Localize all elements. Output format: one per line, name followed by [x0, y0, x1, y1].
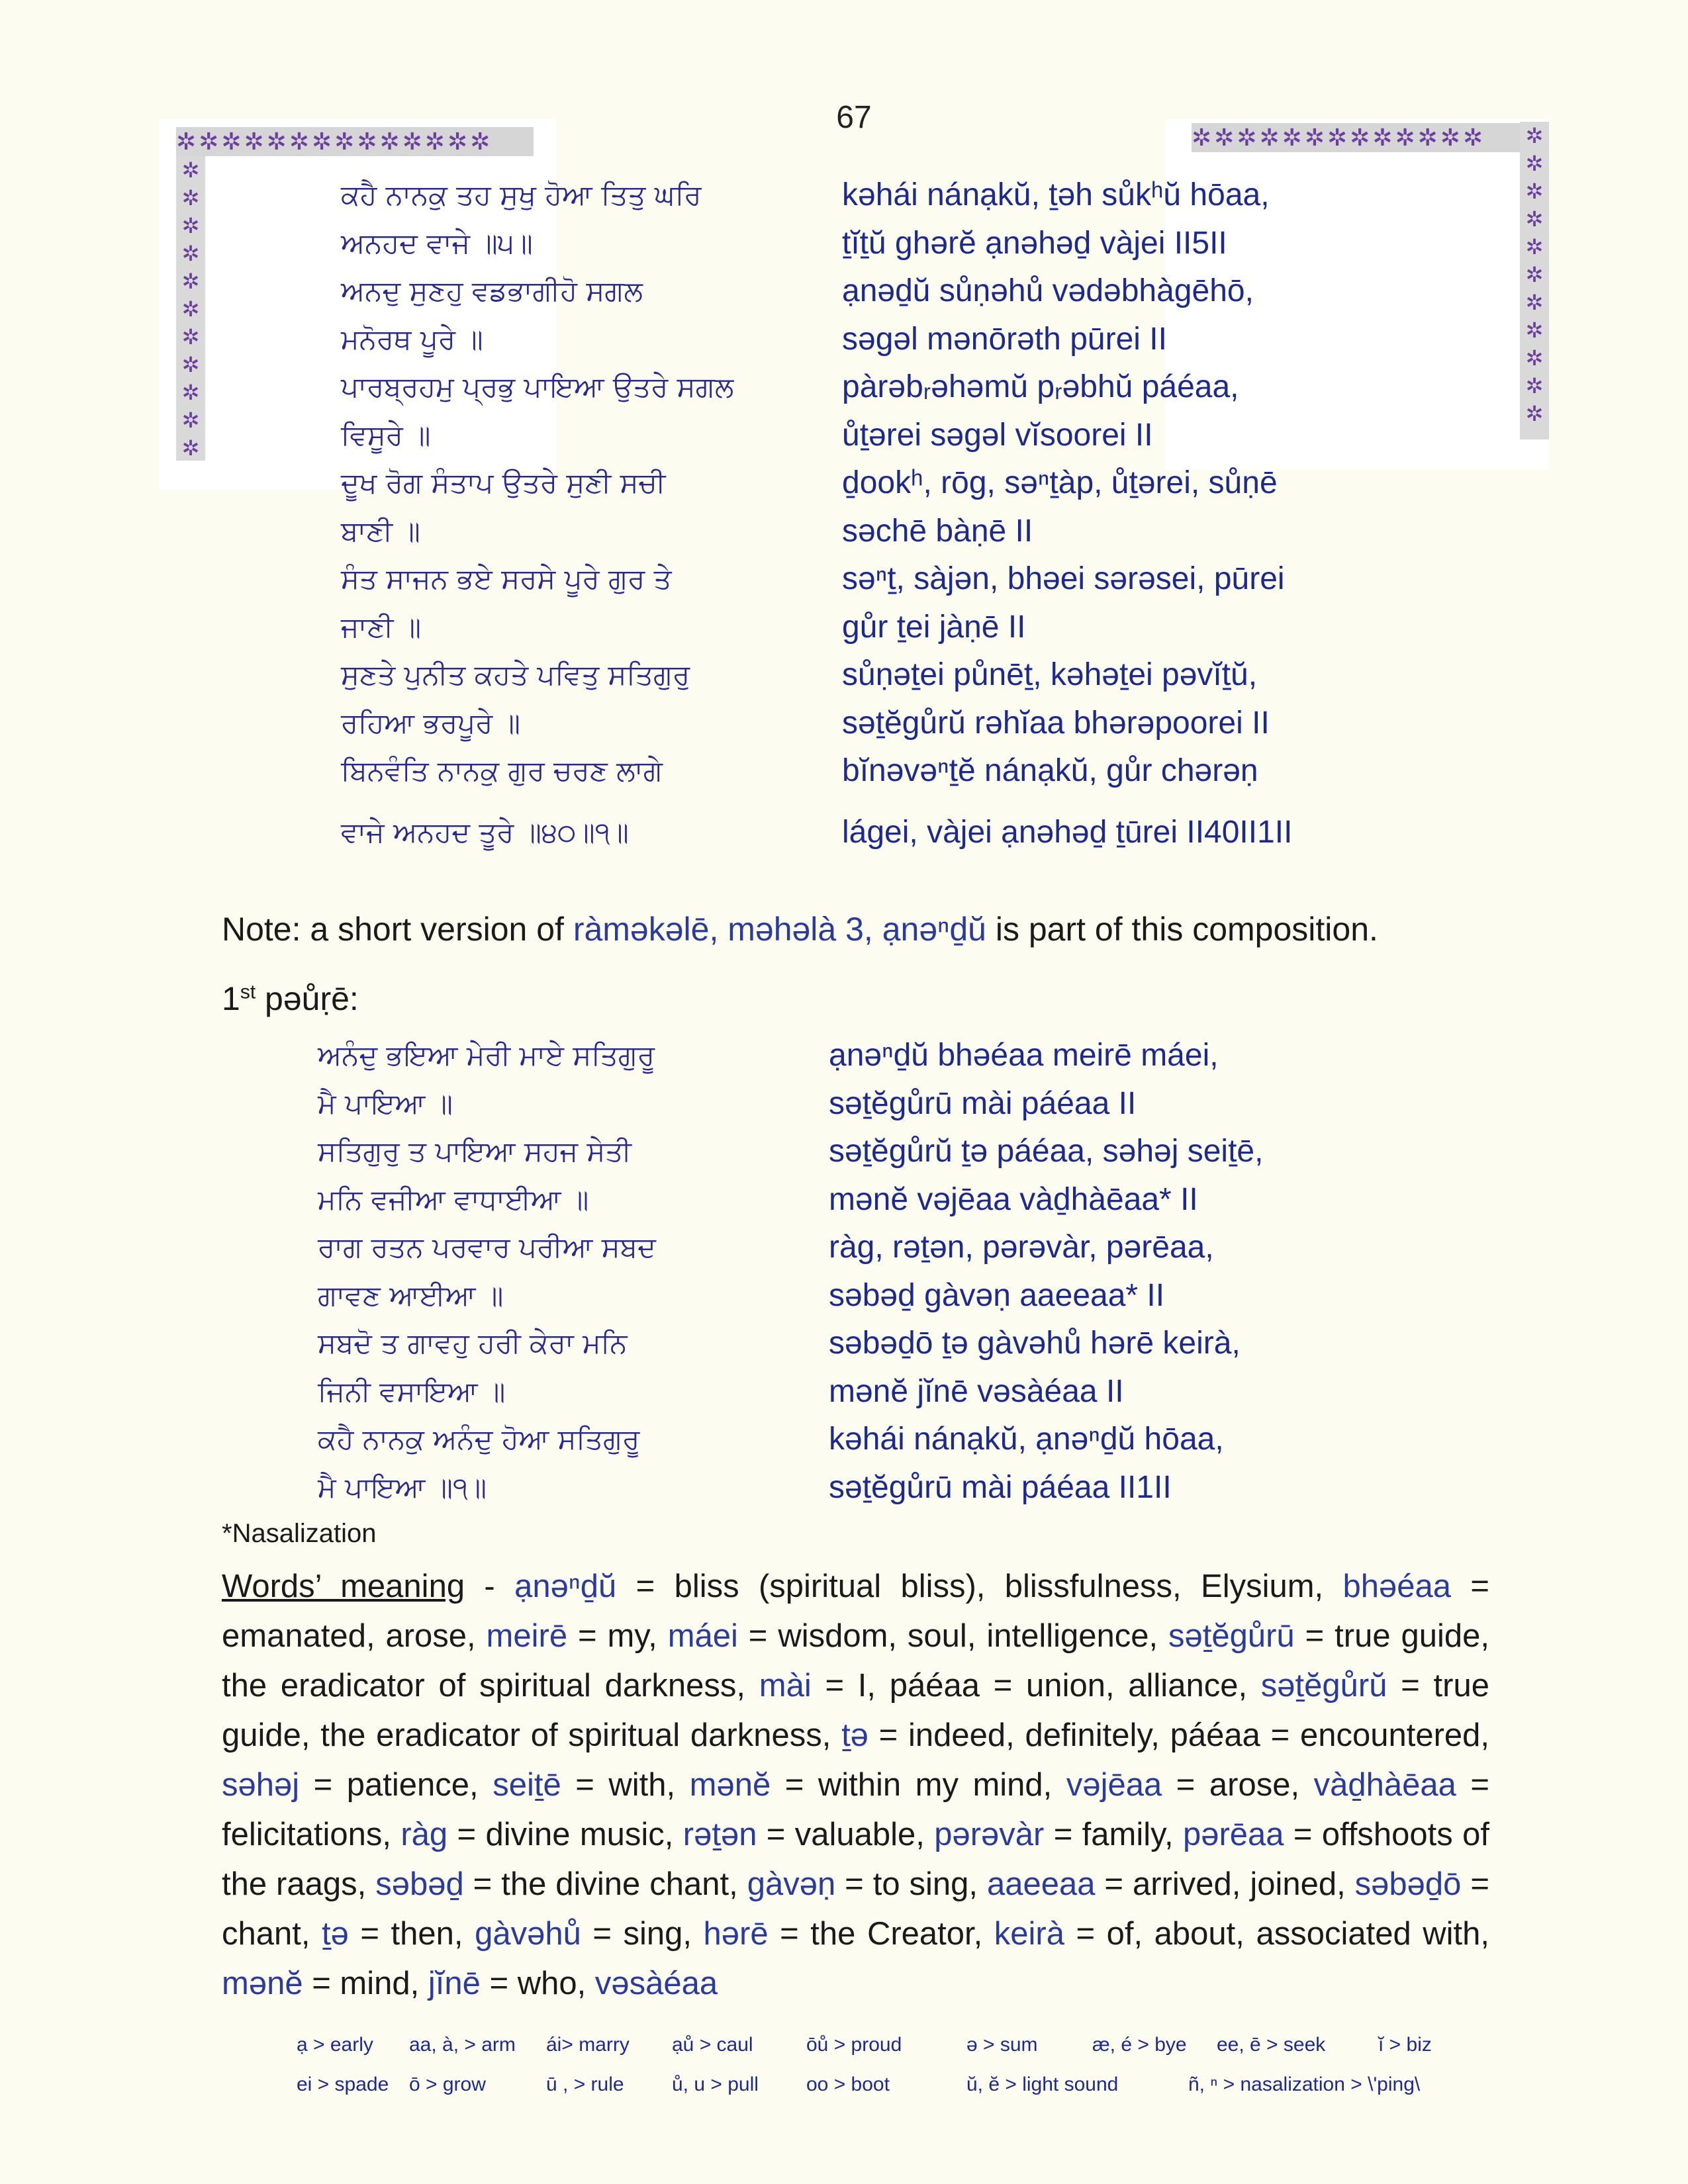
gurmukhi-line: ਮਨਿ ਵਜੀਆ ਵਾਧਾਈਆ ॥ — [318, 1183, 589, 1216]
term: keirà — [994, 1916, 1064, 1952]
star-row-top-right: ✲✲✲✲✲✲✲✲✲✲✲✲✲ — [1192, 123, 1523, 152]
transliteration-line: bĭnəvəⁿṯĕ nánạkŭ, gůr chərəṇ — [842, 753, 1258, 788]
transliteration-line: kəhái nánạkŭ, ṯəh sůkʰŭ hōaa, — [842, 177, 1270, 212]
legend-item: aa, à, > arm — [409, 2034, 516, 2056]
definition: = arose, — [1162, 1767, 1314, 1803]
legend-item: ei > spade — [297, 2073, 389, 2095]
definition: = the divine chant, — [463, 1866, 747, 1902]
legend-item: oo > boot — [806, 2073, 890, 2095]
transliteration-line: pàrəbᵣəhəmŭ pᵣəbhŭ páéaa, — [842, 369, 1239, 404]
definition: = indeed, definitely, páéaa = encountered, — [868, 1717, 1490, 1753]
transliteration-line: kəhái nánạkŭ, ạnəⁿḏŭ hōaa, — [829, 1422, 1224, 1457]
term: hərē — [703, 1916, 769, 1952]
term: ạnəⁿḏŭ — [514, 1569, 617, 1604]
star-icon: ✲ — [176, 295, 205, 323]
term: seiṯē — [492, 1767, 561, 1803]
gurmukhi-line: ਸੰਤ ਸਾਜਨ ਭਏ ਸਰਸੇ ਪੂਰੇ ਗੁਰ ਤੇ — [341, 563, 672, 595]
definition: = sing, — [581, 1916, 704, 1952]
gurmukhi-line: ਜਾਣੀ ॥ — [341, 610, 422, 643]
star-icon: ✲ — [1520, 261, 1549, 289]
transliteration-line: səbəḏō ṯə gàvəhů hərē keirà, — [829, 1326, 1241, 1361]
term: gàvəhů — [475, 1916, 581, 1952]
legend-item: ee, ē > seek — [1217, 2034, 1326, 2056]
gurmukhi-line: ਦੂਖ ਰੋਗ ਸੰਤਾਪ ਉਤਰੇ ਸੁਣੀ ਸਚੀ — [341, 467, 666, 499]
transliteration-line: səbəḏ gàvəṇ aaeeaa* II — [829, 1277, 1165, 1313]
definition: = with, — [561, 1767, 690, 1803]
pauri-heading — [222, 979, 359, 1018]
definition: = I, páéaa = union, alliance, — [811, 1668, 1261, 1704]
legend-item: ái> marry — [546, 2034, 630, 2056]
term: səbəḏō — [1354, 1866, 1462, 1902]
star-row-top-left: ✲✲✲✲✲✲✲✲✲✲✲✲✲✲ — [176, 127, 534, 156]
definition: = then, — [348, 1916, 475, 1952]
words-meaning-body — [222, 1569, 1489, 2001]
definition: = patience, — [299, 1767, 493, 1803]
transliteration-line: səṯĕgůrŭ rəhĭaa bhərəpoorei II — [842, 705, 1270, 741]
gurmukhi-line: ਸਤਿਗੁਰੁ ਤ ਪਾਇਆ ਸਹਜ ਸੇਤੀ — [318, 1135, 632, 1167]
transliteration-line: səgəl mənōrəth pūrei II — [842, 321, 1167, 357]
pauri-label: pəůṛē: — [256, 980, 359, 1017]
definition: = family, — [1044, 1817, 1183, 1852]
transliteration-line: səchē bàṇē II — [842, 513, 1033, 549]
term: gàvəṇ — [747, 1866, 836, 1902]
term: bhəéaa — [1342, 1569, 1452, 1604]
legend-item: ạů > caul — [672, 2034, 753, 2056]
term: mənĕ — [222, 1966, 303, 2001]
definition: = true guide, the eradicator of spiritual darkness, — [222, 1668, 1489, 1753]
definition: = the Creator, — [768, 1916, 994, 1952]
transliteration-line: ạnəⁿḏŭ bhəéaa meirē máei, — [829, 1038, 1219, 1073]
legend-item: ñ, ⁿ > nasalization > \'ping\ — [1188, 2073, 1421, 2095]
legend-item: æ, é > bye — [1092, 2034, 1187, 2056]
gurmukhi-line: ਸੁਣਤੇ ਪੁਨੀਤ ਕਹਤੇ ਪਵਿਤੁ ਸਤਿਗੁਰੁ — [341, 659, 690, 691]
gurmukhi-line: ਕਹੈ ਨਾਨਕੁ ਤਹ ਸੁਖੁ ਹੋਆ ਤਿਤੁ ਘਰਿ — [341, 179, 702, 211]
pauri-number: 1 — [222, 980, 240, 1017]
term: ṯə — [841, 1717, 868, 1753]
gurmukhi-line: ਵਾਜੇ ਅਨਹਦ ਤੂਰੇ ॥੪੦॥੧॥ — [341, 815, 629, 848]
star-column-left — [176, 156, 205, 461]
star-icon: ✲ — [176, 351, 205, 379]
note-highlight: ràməkəlē, məhəlà 3, ạnəⁿḏŭ — [573, 911, 986, 948]
definition: = my, — [567, 1618, 668, 1654]
gurmukhi-line: ਸਬਦੋ ਤ ਗਾਵਹੁ ਹਰੀ ਕੇਰਾ ਮਨਿ — [318, 1327, 628, 1359]
transliteration-line: ràg, rəṯən, pərəvàr, pərēaa, — [829, 1230, 1214, 1265]
definition: = emanated, arose, — [222, 1569, 1490, 1654]
gurmukhi-line: ਮਨੋਰਥ ਪੂਰੇ ॥ — [341, 322, 483, 355]
star-icon: ✲ — [1520, 233, 1549, 261]
definition: = arrived, joined, — [1095, 1866, 1355, 1902]
term: meirē — [486, 1618, 568, 1654]
gurmukhi-line: ਪਾਰਬ੍ਰਹਮੁ ਪ੍ਰਭੁ ਪਾਇਆ ਉਤਰੇ ਸਗਲ — [341, 371, 734, 403]
legend-item: ə > sum — [966, 2034, 1038, 2056]
star-icon: ✲ — [176, 406, 205, 434]
term: səbəḏ — [375, 1866, 464, 1902]
gurmukhi-line: ਮੈ ਪਾਇਆ ॥ — [318, 1087, 453, 1120]
gurmukhi-line: ਬਿਨਵੰਤਿ ਨਾਨਕੁ ਗੁਰ ਚਰਣ ਲਾਗੇ — [341, 754, 663, 787]
star-icon: ✲ — [1520, 344, 1549, 372]
star-icon: ✲ — [1520, 400, 1549, 428]
star-icon: ✲ — [176, 184, 205, 212]
transliteration-line: səṯĕgůrū mài páéaa II1II — [829, 1469, 1172, 1505]
star-icon: ✲ — [1520, 289, 1549, 316]
gurmukhi-line: ਬਾਣੀ ॥ — [341, 514, 420, 547]
star-icon: ✲ — [176, 267, 205, 295]
gurmukhi-line: ਵਿਸੂਰੇ ॥ — [341, 418, 431, 451]
definition: = valuable, — [757, 1817, 935, 1852]
term: mài — [759, 1668, 812, 1704]
page-number: 67 — [836, 100, 872, 135]
gurmukhi-line: ਕਹੈ ਨਾਨਕੁ ਅਨੰਦੁ ਹੋਆ ਸਤਿਗੁਰੂ — [318, 1423, 640, 1455]
nasalization-note: *Nasalization — [222, 1519, 377, 1548]
term: pərēaa — [1182, 1817, 1284, 1852]
words-meaning-paragraph — [222, 1562, 1489, 2009]
term: aaeeaa — [986, 1866, 1096, 1902]
note-prefix: Note: a short version of — [222, 911, 573, 948]
star-icon: ✲ — [1520, 150, 1549, 177]
legend-item: ĭ > biz — [1378, 2034, 1432, 2056]
legend-item: ů, u > pull — [672, 2073, 759, 2095]
transliteration-line: ůṯərei səgəl vĭsoorei II — [842, 417, 1153, 453]
gurmukhi-line: ਰਾਗ ਰਤਨ ਪਰਵਾਰ ਪਰੀਆ ਸਬਦ — [318, 1231, 656, 1263]
composition-note — [222, 910, 1378, 948]
star-icon: ✲ — [176, 323, 205, 351]
transliteration-line: mənĕ vəjēaa vàḏhàēaa* II — [829, 1181, 1198, 1217]
legend-item: ō > grow — [409, 2073, 486, 2095]
transliteration-line: səṯĕgůrŭ ṯə páéaa, səhəj seiṯē, — [829, 1134, 1264, 1169]
star-column-right — [1520, 122, 1549, 439]
definition: = to sing, — [835, 1866, 987, 1902]
definition: = of, about, associated with, — [1064, 1916, 1489, 1952]
gurmukhi-line: ਮੈ ਪਾਇਆ ॥੧॥ — [318, 1471, 487, 1504]
star-icon: ✲ — [176, 379, 205, 406]
definition: = chant, — [222, 1866, 1489, 1952]
term: ṯə — [322, 1916, 349, 1952]
pauri-sup: st — [240, 981, 256, 1003]
gurmukhi-line: ਰਹਿਆ ਭਰਪੂਰੇ ॥ — [341, 706, 520, 739]
term: máei — [667, 1618, 738, 1654]
gurmukhi-line: ਗਾਵਣ ਆਈਆ ॥ — [318, 1279, 504, 1312]
transliteration-line: lágei, vàjei ạnəhəḏ ṯūrei II40II1II — [842, 814, 1293, 850]
definition: = bliss (spiritual bliss), blissfulness, Elysium, — [616, 1569, 1343, 1604]
transliteration-line: mənĕ jĭnē vəsàéaa II — [829, 1373, 1124, 1409]
definition: = who, — [480, 1966, 595, 2001]
term: səhəj — [222, 1767, 300, 1803]
definition: = wisdom, soul, intelligence, — [737, 1618, 1169, 1654]
definition: = true guide, the eradicator of spiritual darkness, — [222, 1618, 1489, 1704]
term: mənĕ — [689, 1767, 771, 1803]
term: ràg — [400, 1817, 448, 1852]
definition: = within my mind, — [771, 1767, 1066, 1803]
words-meaning-heading: Words’ meaning — [222, 1569, 465, 1604]
legend-item: ū , > rule — [546, 2073, 624, 2095]
transliteration-line: gůr ṯei jàṇē II — [842, 609, 1026, 645]
term: səṯĕgůrŭ — [1260, 1668, 1387, 1704]
gurmukhi-line: ਅਨਦੁ ਸੁਣਹੁ ਵਡਭਾਗੀਹੋ ਸਗਲ — [341, 275, 643, 307]
term: səṯĕgůrū — [1168, 1618, 1295, 1654]
definition: = offshoots of the raags, — [222, 1817, 1489, 1902]
term: vàḏhàēaa — [1313, 1767, 1456, 1803]
definition: = mind, — [303, 1966, 428, 2001]
star-icon: ✲ — [176, 434, 205, 461]
star-icon: ✲ — [1520, 372, 1549, 400]
star-icon: ✲ — [176, 240, 205, 267]
transliteration-line: ḏookʰ, rōg, səⁿṯàp, ůṯərei, sůṇē — [842, 465, 1278, 500]
legend-item: ạ > early — [297, 2034, 373, 2056]
legend-item: ŭ, ĕ > light sound — [966, 2073, 1119, 2095]
star-icon: ✲ — [1520, 205, 1549, 233]
definition: - — [465, 1569, 515, 1604]
transliteration-line: səṯĕgůrū mài páéaa II — [829, 1085, 1137, 1121]
gurmukhi-line: ਜਿਨੀ ਵਸਾਇਆ ॥ — [318, 1375, 506, 1408]
definition: = divine music, — [447, 1817, 683, 1852]
gurmukhi-line: ਅਨਹਦ ਵਾਜੇ ॥੫॥ — [341, 226, 533, 259]
term: pərəvàr — [934, 1817, 1045, 1852]
star-icon: ✲ — [1520, 316, 1549, 344]
transliteration-line: sůṇəṯei půnēṯ, kəhəṯei pəvĭṯŭ, — [842, 657, 1258, 692]
term: rəṯən — [682, 1817, 757, 1852]
transliteration-line: səⁿṯ, sàjən, bhəei sərəsei, pūrei — [842, 561, 1285, 596]
star-icon: ✲ — [1520, 177, 1549, 205]
transliteration-line: ṯĭṯŭ ghərĕ ạnəhəḏ vàjei II5II — [842, 225, 1227, 261]
gurmukhi-line: ਅਨੰਦੁ ਭਇਆ ਮੇਰੀ ਮਾਏ ਸਤਿਗੁਰੂ — [318, 1039, 655, 1071]
term: vəsàéaa — [594, 1966, 718, 2001]
term: jĭnē — [428, 1966, 481, 2001]
definition: = felicitations, — [222, 1767, 1489, 1852]
transliteration-line: ạnəḏŭ sůṇəhů vədəbhàgēhō, — [842, 273, 1254, 308]
star-icon: ✲ — [1520, 122, 1549, 150]
star-icon: ✲ — [176, 156, 205, 184]
note-suffix: is part of this composition. — [986, 911, 1378, 948]
term: vəjēaa — [1066, 1767, 1162, 1803]
legend-item: ōů > proud — [806, 2034, 902, 2056]
star-icon: ✲ — [176, 212, 205, 240]
